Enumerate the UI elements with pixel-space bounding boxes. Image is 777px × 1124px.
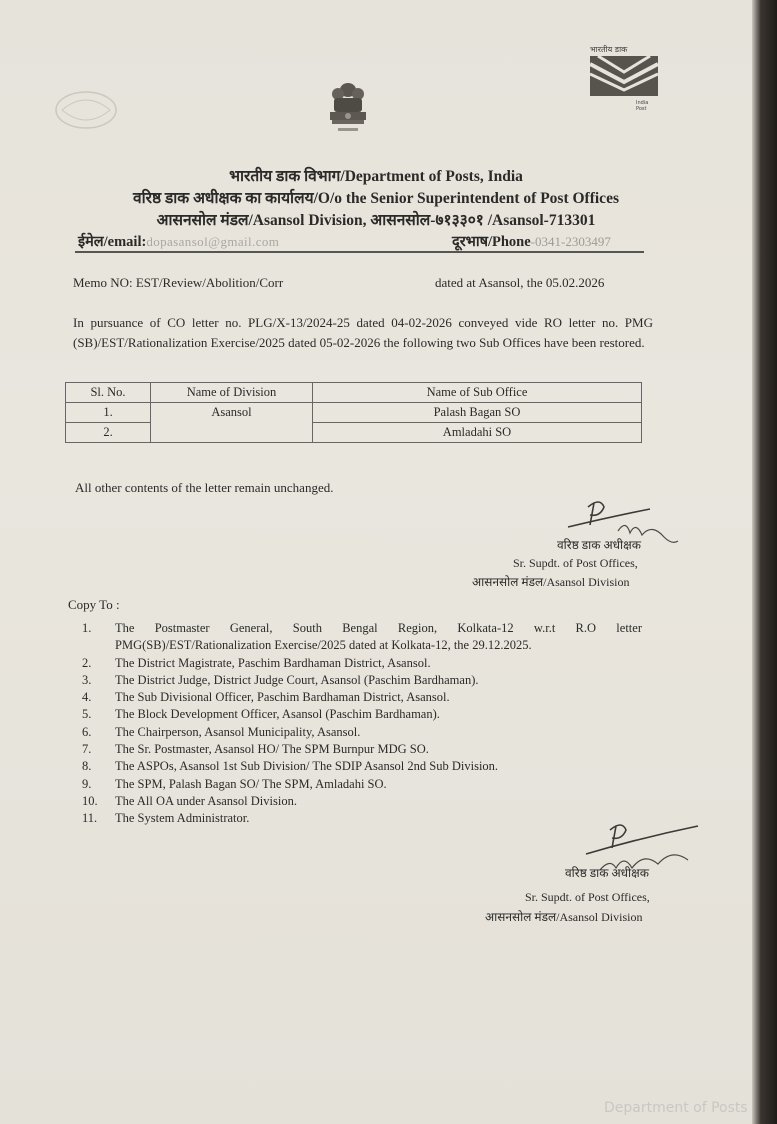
india-post-logo: भारतीय डाक India Post — [588, 44, 660, 110]
header-divider — [75, 251, 644, 253]
table-cell: Asansol — [151, 403, 313, 423]
body-paragraph: In pursuance of CO letter no. PLG/X-13/2024-25 dated 04-02-2026 conveyed vide RO letter no. PMG (SB)/EST/Rationalization Exercise/2025 dated 05-02-2026 the following two Sub Offices have been restored. — [73, 315, 653, 350]
table-header-cell: Name of Division — [151, 383, 313, 403]
list-item: 9. The SPM, Palash Bagan SO/ The SPM, Amladahi SO. — [82, 776, 387, 791]
memo-number: Memo NO: EST/Review/Abolition/Corr — [73, 275, 284, 290]
signature-1-hindi-title: वरिष्ठ डाक अधीक्षक — [557, 538, 641, 552]
signature-2-title: Sr. Supdt. of Post Offices, — [525, 890, 650, 904]
letterhead-line-3: आसनसोल मंडल/Asansol Division, आसनसोल-७१३३०१ /Asansol-713301 — [156, 212, 596, 229]
list-item: 10. The All OA under Asansol Division. — [82, 793, 297, 808]
signature-1-division: आसनसोल मंडल/Asansol Division — [472, 575, 630, 589]
letterhead-line-1: भारतीय डाक विभाग/Department of Posts, India — [229, 168, 523, 185]
email-value[interactable]: dopasansol@gmail.com — [146, 234, 280, 249]
copy-to-list — [82, 620, 642, 828]
watermark-text: Department of Posts — [604, 1100, 748, 1116]
list-item: 4. The Sub Divisional Officer, Paschim Bardhaman District, Asansol. — [82, 690, 450, 705]
closing-line: All other contents of the letter remain unchanged. — [75, 480, 334, 495]
list-item: 6. The Chairperson, Asansol Municipality, Asansol. — [82, 724, 361, 739]
signature-1-title: Sr. Supdt. of Post Offices, — [513, 556, 638, 570]
table-row — [66, 403, 642, 423]
list-item: 7. The Sr. Postmaster, Asansol HO/ The SPM Burnpur MDG SO. — [82, 742, 429, 757]
list-item: 11. The System Administrator. — [82, 811, 250, 826]
signature-2-division: आसनसोल मंडल/Asansol Division — [485, 910, 643, 924]
memo-date: dated at Asansol, the 05.02.2026 — [435, 275, 605, 290]
table-cell: 2. — [66, 423, 151, 443]
table-header-cell: Sl. No. — [66, 383, 151, 403]
page-edge-shadow — [752, 0, 777, 1124]
phone-label: दूरभाष/Phone — [452, 234, 531, 250]
table-cell: Palash Bagan SO — [313, 403, 642, 423]
india-post-emblem-icon — [590, 56, 658, 96]
table-header-cell: Name of Sub Office — [313, 383, 642, 403]
phone-value: -0341-2303497 — [530, 234, 611, 249]
list-item: 3. The District Judge, District Judge Court, Asansol (Paschim Bardhaman). — [82, 672, 479, 687]
table-cell: 1. — [66, 403, 151, 423]
list-item: 2. The District Magistrate, Paschim Bardhaman District, Asansol. — [82, 655, 431, 670]
table-cell — [151, 423, 313, 443]
email-line — [78, 231, 279, 251]
table-cell: Amladahi SO — [313, 423, 642, 443]
faint-seal-icon — [50, 85, 122, 135]
copy-to-heading: Copy To : — [68, 597, 120, 612]
list-item: 8. The ASPOs, Asansol 1st Sub Division/ The SDIP Asansol 2nd Sub Division. — [82, 759, 499, 774]
phone-line — [452, 231, 611, 251]
signature-2-hindi-title: वरिष्ठ डाक अधीक्षक — [565, 866, 649, 880]
national-emblem-icon — [320, 80, 376, 138]
letterhead-line-2: वरिष्ठ डाक अधीक्षक का कार्यालय/O/o the Senior Superintendent of Post Offices — [133, 190, 619, 207]
email-label: ईमेल/email: — [78, 234, 147, 250]
list-item: 1. The Postmaster General, South Bengal Region, Kolkata-12 w.r.t R.O letter PMG(SB)/EST/Rationalization Exercise/2025 dated at Kolkata-12, the 29.12.2025. — [82, 621, 642, 653]
list-item: 5. The Block Development Officer, Asansol (Paschim Bardhaman). — [82, 707, 440, 722]
sub-office-table — [65, 382, 642, 443]
table-header-row — [66, 383, 642, 403]
table-row — [66, 423, 642, 443]
